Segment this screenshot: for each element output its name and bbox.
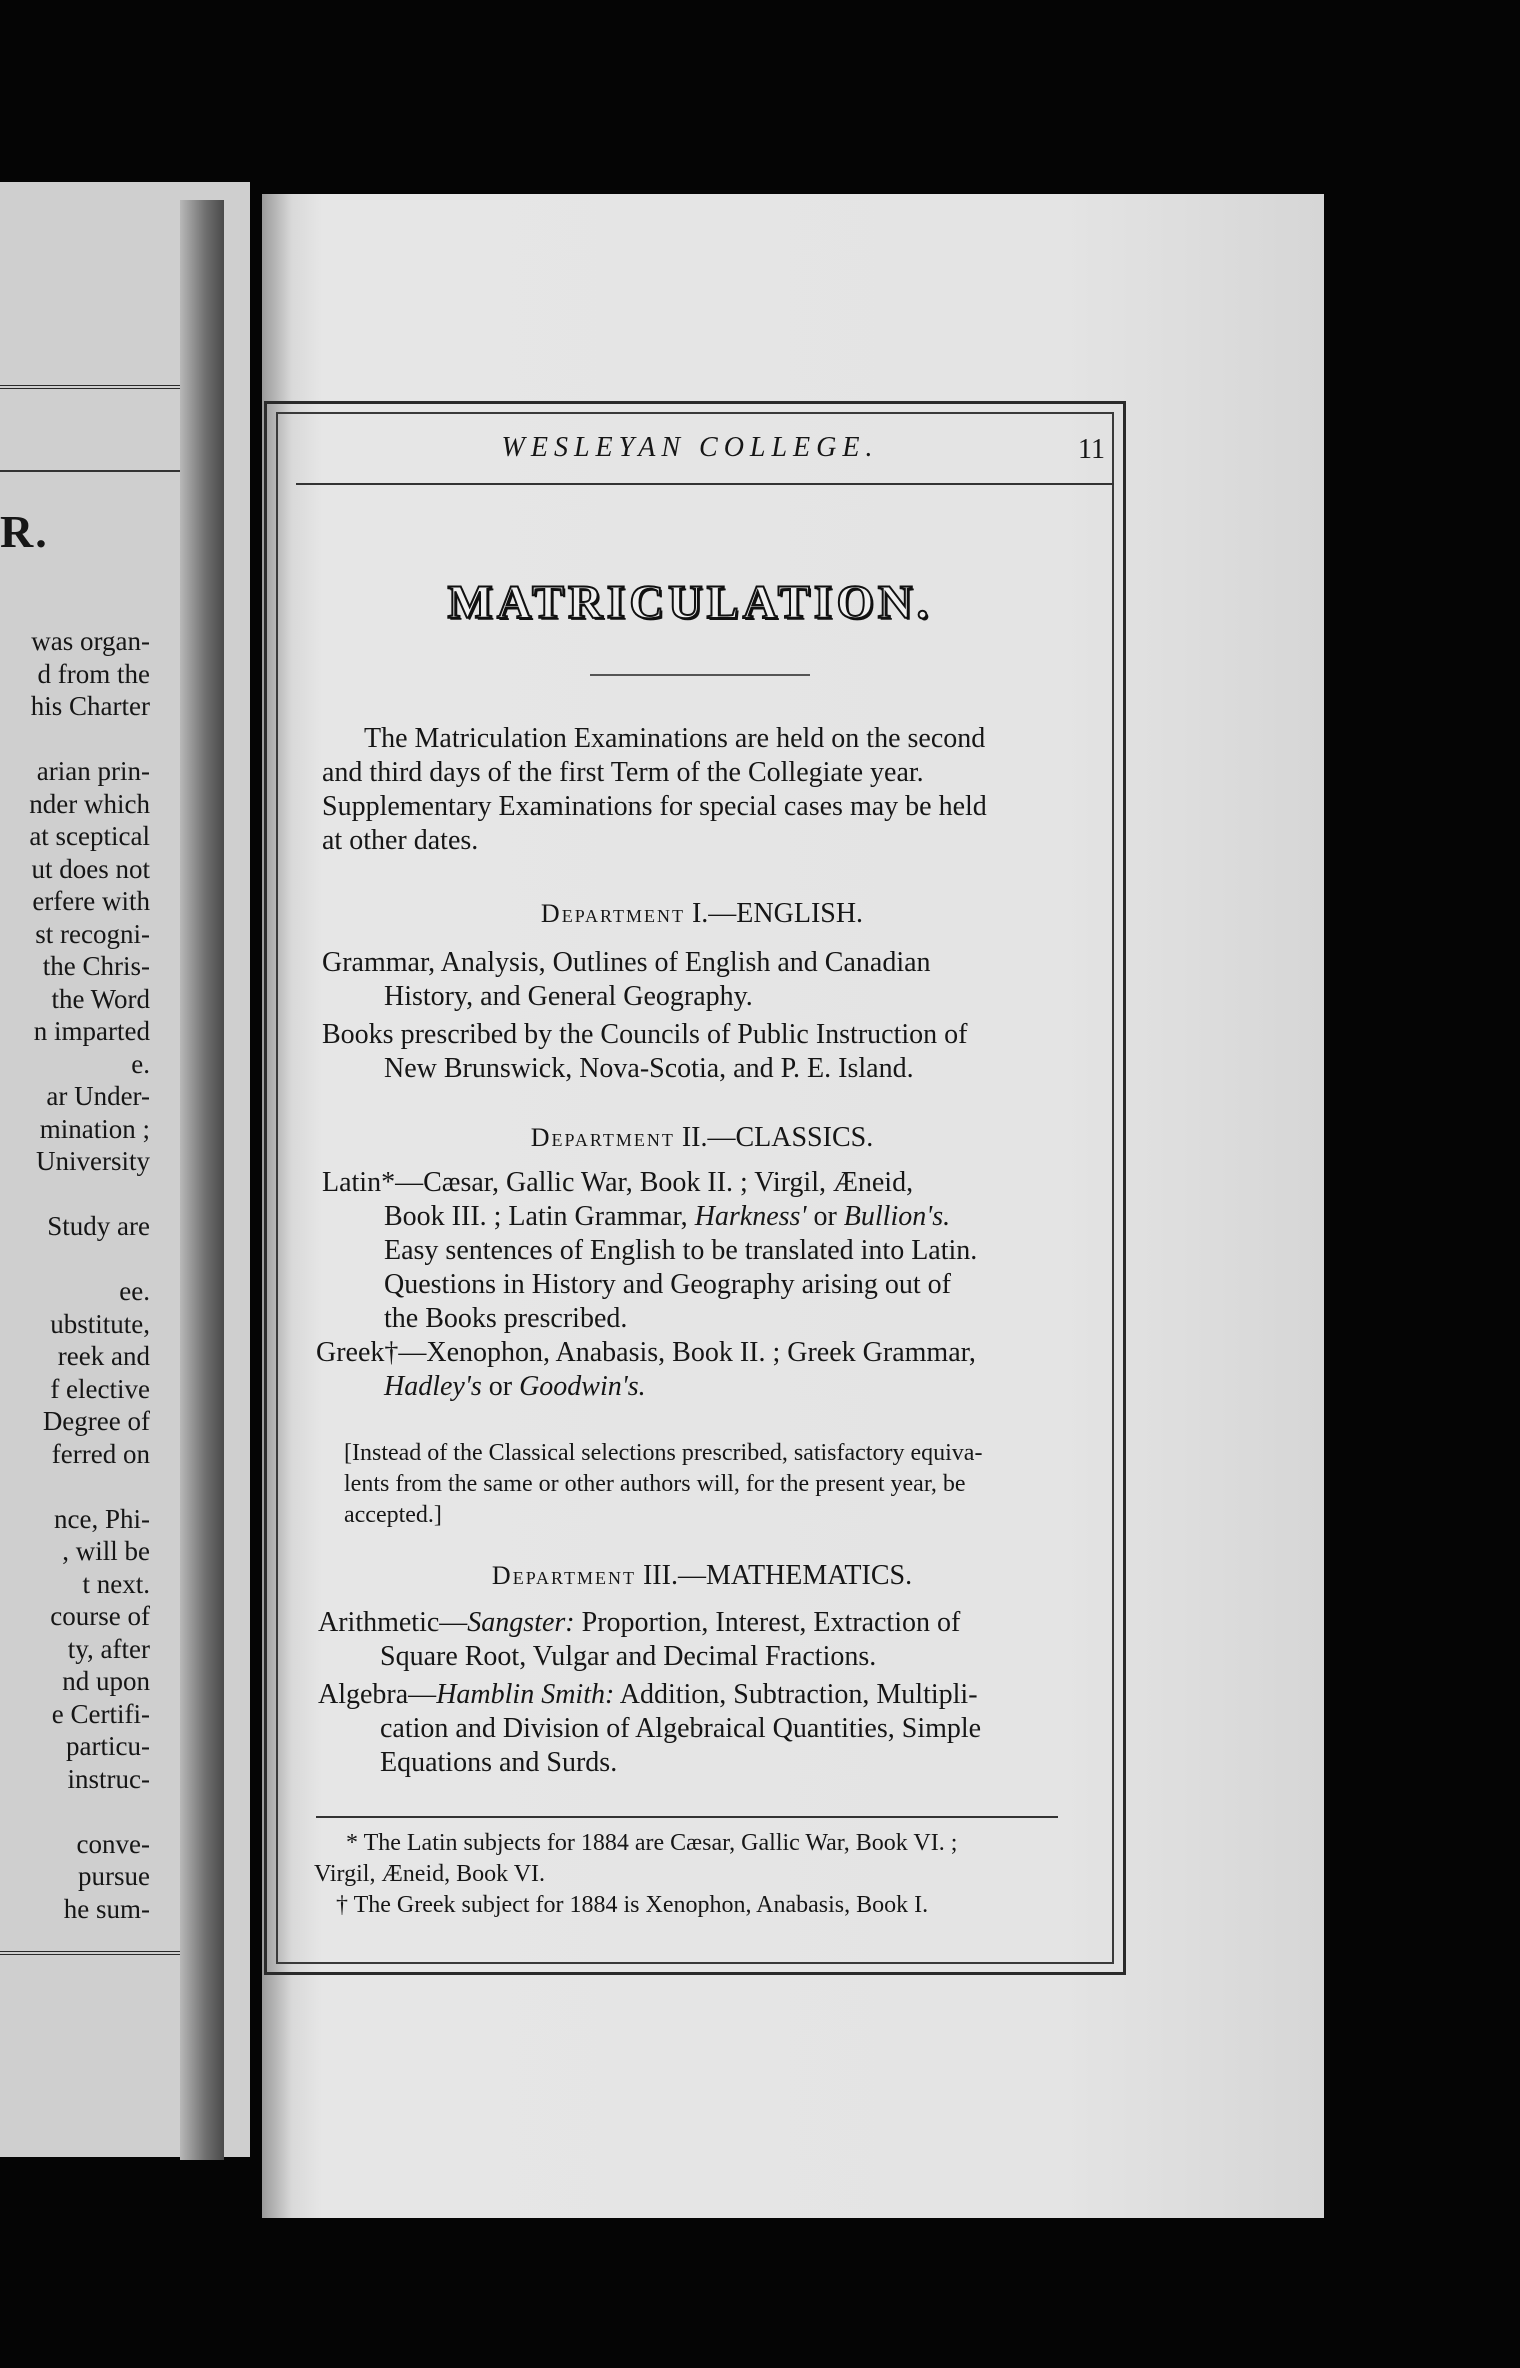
dept1-heading xyxy=(322,898,1082,930)
footnote-line: † The Greek subject for 1884 is Xenophon, Anabasis, Book I. xyxy=(336,1892,929,1918)
previous-page-line: Degree of xyxy=(42,1406,150,1436)
previous-page-line: e. xyxy=(131,1048,150,1079)
latin-author: Bullion's. xyxy=(843,1201,951,1232)
previous-page-line: n imparted xyxy=(33,1016,150,1046)
previous-page-line: nd upon xyxy=(62,1666,150,1696)
previous-page-line: conve- xyxy=(76,1828,150,1859)
previous-page-line: his Charter xyxy=(30,691,150,721)
previous-page-line: was organ- xyxy=(31,626,150,656)
previous-page-line: the Word xyxy=(51,983,150,1014)
algebra-text: Algebra— xyxy=(318,1679,437,1710)
previous-page-line: particu- xyxy=(66,1731,150,1761)
footnote-line: Virgil, Æneid, Book VI. xyxy=(314,1861,546,1887)
previous-page-line: arian prin- xyxy=(36,756,150,786)
dept2-body xyxy=(316,1166,1082,1404)
intro-line: and third days of the first Term of the Collegiate year. xyxy=(322,757,924,788)
greek-text: or xyxy=(481,1371,520,1402)
previous-page-line: reek and xyxy=(57,1341,150,1371)
intro-line: at other dates. xyxy=(322,825,479,856)
previous-page-line: ferred on xyxy=(51,1438,150,1469)
dept-label: Department xyxy=(540,899,685,928)
previous-page-line: instruc- xyxy=(67,1763,150,1794)
previous-page-line xyxy=(0,1178,150,1211)
previous-page-line: he sum- xyxy=(63,1893,150,1924)
dept1-body xyxy=(322,946,1082,1086)
dept1-line: Books prescribed by the Councils of Public Instruction of xyxy=(322,1019,968,1050)
algebra-author: Hamblin Smith: xyxy=(436,1679,615,1710)
header-rule xyxy=(296,483,1114,485)
intro-paragraph xyxy=(322,722,1082,858)
latin-line: Latin*—Cæsar, Gallic War, Book II. ; Virgil, Æneid, xyxy=(322,1167,914,1198)
previous-page-line: , will be xyxy=(62,1536,150,1566)
intro-line: The Matriculation Examinations are held on the second xyxy=(364,723,986,754)
previous-page-line xyxy=(0,1243,150,1276)
dept2-heading xyxy=(322,1122,1082,1154)
title-rule xyxy=(590,674,810,676)
previous-page-line: erfere with xyxy=(32,886,150,916)
previous-page-line: f elective xyxy=(50,1373,150,1404)
dept3-heading xyxy=(322,1560,1082,1592)
footnote-rule xyxy=(316,1816,1058,1818)
greek-author: Goodwin's. xyxy=(519,1371,646,1402)
previous-page-line: st recogni- xyxy=(35,918,150,949)
previous-page-head-rule xyxy=(0,470,190,472)
previous-page-line: nce, Phi- xyxy=(54,1503,150,1534)
previous-page-line: d from the xyxy=(37,658,150,689)
page-number: 11 xyxy=(1078,434,1105,465)
latin-line: the Books prescribed. xyxy=(384,1303,628,1334)
latin-line xyxy=(322,1200,1082,1234)
arith-text: Arithmetic— xyxy=(318,1607,468,1638)
dept1-line: Grammar, Analysis, Outlines of English and Canadian xyxy=(322,947,931,978)
running-head: WESLEYAN COLLEGE. xyxy=(501,432,879,463)
previous-page-line: at sceptical xyxy=(29,821,150,851)
previous-page-line: nder which xyxy=(29,788,150,819)
arith-text: Proportion, Interest, Extraction of xyxy=(574,1607,961,1638)
footnote-line: * The Latin subjects for 1884 are Cæsar, Gallic War, Book VI. ; xyxy=(346,1830,958,1856)
book-gutter xyxy=(180,200,224,2160)
dept1-line: History, and General Geography. xyxy=(384,981,753,1012)
intro-line: Supplementary Examinations for special cases may be held xyxy=(322,791,987,822)
algebra-text: Addition, Subtraction, Multipli- xyxy=(614,1679,978,1710)
previous-page-line: e Certifi- xyxy=(51,1698,150,1729)
dept3-body xyxy=(318,1606,1078,1780)
previous-page-line: course of xyxy=(50,1601,150,1631)
previous-page-line: ar Under- xyxy=(46,1081,150,1111)
dept-name: II.—CLASSICS. xyxy=(681,1122,874,1153)
note-line: accepted.] xyxy=(344,1502,442,1528)
previous-page-line: ty, after xyxy=(67,1633,150,1664)
previous-page-line: the Chris- xyxy=(42,951,150,981)
previous-page-line: t next. xyxy=(82,1568,150,1599)
latin-text: Book III. ; Latin Grammar, xyxy=(384,1201,695,1232)
note-line: [Instead of the Classical selections prescribed, satisfactory equiva- xyxy=(344,1440,983,1466)
footnotes xyxy=(314,1828,1074,1921)
dept-name: III.—MATHEMATICS. xyxy=(642,1560,913,1591)
previous-page-line: ubstitute, xyxy=(50,1308,150,1339)
latin-text: or xyxy=(806,1201,844,1232)
dept-label: Department xyxy=(530,1123,675,1152)
algebra-line: cation and Division of Algebraical Quantities, Simple xyxy=(380,1713,982,1744)
previous-page-line: ee. xyxy=(119,1276,150,1306)
dept-label: Department xyxy=(491,1561,636,1590)
previous-page-line: University xyxy=(36,1146,150,1176)
dept1-line: New Brunswick, Nova-Scotia, and P. E. Island. xyxy=(384,1053,914,1084)
dept-name: I.—ENGLISH. xyxy=(691,898,864,929)
previous-page-line: Study are xyxy=(47,1211,150,1241)
previous-page-heading: R. xyxy=(0,506,49,557)
algebra-line xyxy=(318,1678,1078,1712)
arith-author: Sangster: xyxy=(467,1607,575,1638)
greek-line xyxy=(322,1370,1082,1404)
latin-author: Harkness' xyxy=(694,1201,807,1232)
previous-page-line: pursue xyxy=(78,1861,150,1891)
previous-page-text xyxy=(0,625,150,1925)
arith-line: Square Root, Vulgar and Decimal Fractions. xyxy=(380,1641,877,1672)
algebra-line: Equations and Surds. xyxy=(380,1747,618,1778)
section-title: MATRICULATION. xyxy=(447,576,933,629)
previous-page-line xyxy=(0,1470,150,1503)
previous-page-line xyxy=(0,723,150,756)
arith-line xyxy=(318,1606,1078,1640)
note-line: lents from the same or other authors will, for the present year, be xyxy=(344,1471,966,1497)
greek-author: Hadley's xyxy=(384,1371,482,1402)
previous-page-line: mination ; xyxy=(39,1113,150,1144)
latin-line: Questions in History and Geography arising out of xyxy=(384,1269,951,1300)
greek-line: Greek†—Xenophon, Anabasis, Book II. ; Greek Grammar, xyxy=(316,1337,976,1368)
previous-page-line: ut does not xyxy=(31,853,150,884)
classics-note xyxy=(344,1438,1074,1531)
latin-line: Easy sentences of English to be translated into Latin. xyxy=(384,1235,978,1266)
previous-page-line xyxy=(0,1795,150,1828)
